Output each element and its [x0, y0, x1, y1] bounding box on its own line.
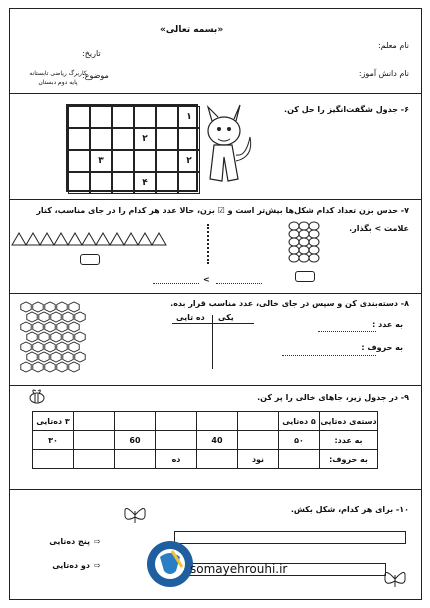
circles-group	[286, 221, 322, 269]
hexagon-shape	[27, 352, 37, 362]
hexagon-shape	[21, 342, 31, 352]
grid-cell[interactable]	[90, 128, 112, 150]
hexagon-shape	[45, 302, 55, 312]
table-cell[interactable]	[115, 450, 156, 469]
divider-2	[10, 293, 421, 294]
hexagon-group	[18, 301, 88, 379]
table-cell: ۵۰	[279, 431, 320, 450]
grid-cell[interactable]	[156, 128, 178, 150]
hexagon-shape	[21, 322, 31, 332]
hexagon-shape	[69, 322, 79, 332]
by-letters-blank[interactable]	[282, 355, 376, 356]
by-number-label: به عدد :	[372, 320, 403, 329]
divider-3	[10, 385, 421, 386]
hexagon-shape	[69, 302, 79, 312]
tens-ones-header-line	[172, 323, 254, 324]
compare-blank-right[interactable]	[216, 283, 262, 284]
ones-column-header: یکی	[218, 313, 234, 322]
table-cell[interactable]	[115, 412, 156, 431]
table-cell: ده	[156, 450, 197, 469]
hexagon-shape	[45, 322, 55, 332]
triangles-count-box[interactable]	[80, 254, 100, 265]
worksheet-page	[9, 8, 422, 600]
hexagon-shape	[57, 342, 67, 352]
grid-cell[interactable]	[112, 172, 134, 194]
by-number-blank[interactable]	[318, 331, 376, 332]
grid-cell[interactable]	[68, 106, 90, 128]
table-cell: 60	[115, 431, 156, 450]
hexagon-shape	[75, 352, 85, 362]
watermark-url: somayehrouhi.ir	[190, 562, 288, 576]
grid-cell[interactable]	[156, 150, 178, 172]
two-tens-label: دو ده‌تایی	[52, 561, 90, 570]
table-cell[interactable]	[74, 450, 115, 469]
table-cell[interactable]	[156, 412, 197, 431]
grid-cell[interactable]	[156, 172, 178, 194]
grid-cell[interactable]: ۱	[178, 106, 200, 128]
tens-ones-split	[212, 315, 213, 369]
hexagon-shape	[57, 302, 67, 312]
q6-title: ۶- جدول شگفت‌انگیز را حل کن.	[284, 105, 409, 114]
by-letters-label: به حروف :	[361, 343, 403, 352]
arrow-1-icon: ⇨	[94, 537, 101, 546]
hexagon-shape	[69, 362, 79, 372]
five-tens-draw-box[interactable]	[174, 531, 406, 544]
table-cell[interactable]	[279, 450, 320, 469]
student-name-label: نام دانش آموز:	[358, 69, 409, 78]
table-cell[interactable]	[197, 412, 238, 431]
hexagon-shape	[63, 332, 73, 342]
hexagon-shape	[63, 352, 73, 362]
grid-cell[interactable]	[68, 128, 90, 150]
fox-illustration	[196, 101, 256, 191]
hexagon-shape	[57, 362, 67, 372]
triangles-row	[2, 225, 167, 249]
table-cell[interactable]	[238, 431, 279, 450]
row-header-cell: به عدد:	[320, 431, 378, 450]
hexagon-shape	[45, 362, 55, 372]
grid-cell[interactable]	[156, 106, 178, 128]
table-row	[33, 431, 378, 450]
grid-cell[interactable]	[112, 128, 134, 150]
tens-column-header: ده تایی	[176, 313, 205, 322]
hexagon-shape	[33, 302, 43, 312]
table-cell[interactable]	[74, 412, 115, 431]
divider-1	[10, 199, 421, 200]
hexagon-shape	[63, 312, 73, 322]
table-row	[33, 450, 378, 469]
hexagon-shape	[27, 312, 37, 322]
row-header-cell: به حروف:	[320, 450, 378, 469]
circles-count-box[interactable]	[295, 271, 315, 282]
grid-cell[interactable]	[112, 150, 134, 172]
header-divider	[10, 93, 421, 94]
grid-cell[interactable]	[90, 172, 112, 194]
grid-cell[interactable]: ۴	[134, 172, 156, 194]
hexagon-shape	[39, 332, 49, 342]
row-header-cell: دسته‌ی ده‌تایی	[320, 412, 378, 431]
hexagon-shape	[33, 322, 43, 332]
compare-sign: <	[203, 275, 210, 284]
table-cell: ۳۰	[33, 431, 74, 450]
hexagon-shape	[51, 332, 61, 342]
tens-table	[32, 411, 378, 469]
hexagon-shape	[57, 322, 67, 332]
grid-cell[interactable]: ۲	[178, 150, 200, 172]
q7-line-2: علامت > بگذار.	[349, 224, 409, 233]
arrow-2-icon: ⇨	[94, 561, 101, 570]
grid-cell[interactable]	[134, 150, 156, 172]
table-cell: ۳ ده‌تایی	[33, 412, 74, 431]
hexagon-shape	[51, 312, 61, 322]
table-cell: نود	[238, 450, 279, 469]
table-cell: ۵ ده‌تایی	[279, 412, 320, 431]
hexagon-shape	[21, 362, 31, 372]
grid-cell[interactable]: ۲	[134, 128, 156, 150]
basmala: «بسمه تعالی»	[160, 25, 224, 35]
grid-cell[interactable]: ۳	[90, 150, 112, 172]
table-cell[interactable]	[74, 431, 115, 450]
grid-cell[interactable]	[68, 172, 90, 194]
divider-4	[10, 489, 421, 490]
compare-blank-left[interactable]	[153, 283, 199, 284]
hexagon-shape	[39, 312, 49, 322]
grid-cell[interactable]	[90, 106, 112, 128]
hexagon-shape	[33, 362, 43, 372]
hexagon-shape	[51, 352, 61, 362]
hexagon-shape	[69, 342, 79, 352]
subject-label: موضوع:	[82, 71, 109, 80]
school-line-2: پایه دوم دبستان	[38, 79, 78, 86]
q8-title: ۸- دسته‌بندی کن و سپس در جای خالی، عدد مناسب قرار بده.	[170, 299, 409, 308]
teacher-name-label: نام معلم:	[378, 41, 409, 50]
table-row	[33, 412, 378, 431]
hexagon-shape	[27, 332, 37, 342]
table-cell: 40	[197, 431, 238, 450]
table-cell[interactable]	[33, 450, 74, 469]
hexagon-shape	[21, 302, 31, 312]
hexagon-shape	[45, 342, 55, 352]
date-label: تاریخ:	[82, 49, 101, 58]
table-cell[interactable]	[197, 450, 238, 469]
sudoku-grid	[66, 104, 198, 192]
dotted-divider	[207, 224, 209, 264]
grid-cell[interactable]	[134, 106, 156, 128]
hexagon-shape	[39, 352, 49, 362]
bee-icon	[26, 387, 48, 405]
grid-cell[interactable]	[112, 106, 134, 128]
grid-cell[interactable]	[68, 150, 90, 172]
table-cell[interactable]	[156, 431, 197, 450]
hexagon-shape	[33, 342, 43, 352]
hexagon-shape	[75, 312, 85, 322]
q9-title: ۹- در جدول زیر، جاهای خالی را پر کن.	[257, 393, 409, 402]
q7-line-1: ۷- حدس بزن تعداد کدام شکل‌ها بیش‌تر است و ☑ بزن، حالا عدد هر کدام را در جای مناسب، کنار	[36, 206, 409, 215]
q10-title: ۱۰- برای هر کدام، شکل بکش.	[290, 505, 409, 514]
butterfly-left-icon	[122, 503, 148, 527]
five-tens-label: پنج ده‌تایی	[49, 537, 90, 546]
hexagon-shape	[75, 332, 85, 342]
site-logo	[146, 539, 194, 589]
table-cell[interactable]	[238, 412, 279, 431]
school-line-1: کاربرگ ریاضی تابستانه	[29, 70, 87, 77]
